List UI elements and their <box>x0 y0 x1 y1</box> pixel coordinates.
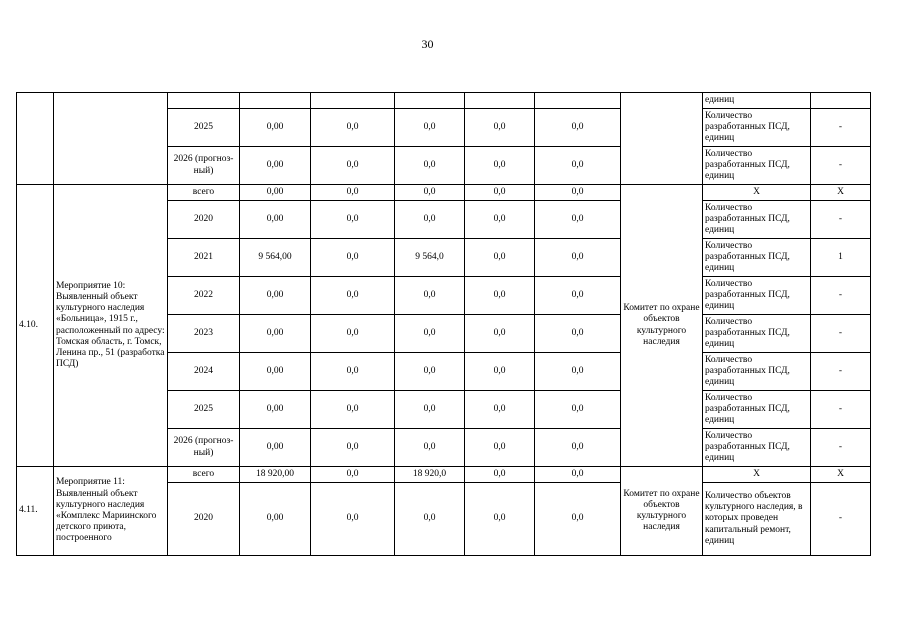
target-cell: - <box>811 201 871 239</box>
value-cell: 0,0 <box>465 483 535 556</box>
value-cell: 0,0 <box>395 483 465 556</box>
value-cell: 0,0 <box>311 109 395 147</box>
measure-number: 4.10. <box>17 185 54 467</box>
value-cell: 0,0 <box>395 277 465 315</box>
value-cell: 0,0 <box>535 353 621 391</box>
value-cell: 0,00 <box>240 391 311 429</box>
year-cell: 2025 <box>168 391 240 429</box>
year-cell: 2025 <box>168 109 240 147</box>
year-cell: 2022 <box>168 277 240 315</box>
value-cell: 18 920,0 <box>395 467 465 483</box>
number-cell <box>17 93 54 185</box>
value-cell: 0,0 <box>311 147 395 185</box>
indicator-cell: Х <box>703 185 811 201</box>
value-cell: 18 920,00 <box>240 467 311 483</box>
value-cell: 0,0 <box>465 147 535 185</box>
year-cell: всего <box>168 185 240 201</box>
value-cell: 0,0 <box>535 315 621 353</box>
value-cell: 0,00 <box>240 201 311 239</box>
value-cell: 0,0 <box>311 353 395 391</box>
indicator-cell: Количество разработанных ПСД, единиц <box>703 109 811 147</box>
value-cell: 0,0 <box>311 467 395 483</box>
year-cell: 2020 <box>168 483 240 556</box>
value-cell: 0,0 <box>395 429 465 467</box>
year-cell: 2021 <box>168 239 240 277</box>
value-cell: 0,00 <box>240 185 311 201</box>
value-cell: 0,0 <box>535 429 621 467</box>
value-cell: 0,0 <box>311 429 395 467</box>
value-cell: 0,0 <box>311 239 395 277</box>
value-cell: 0,0 <box>395 391 465 429</box>
value-cell: 0,0 <box>535 185 621 201</box>
target-cell: - <box>811 277 871 315</box>
indicator-cell: Х <box>703 467 811 483</box>
measure-name: Мероприятие 10: Выявленный объект культурного наследия «Больница», 1915 г., расположенный по адресу: Томская область, г. Томск, Ленина пр., 51 (разработка ПСД) <box>54 185 168 467</box>
indicator-cell: Количество разработанных ПСД, единиц <box>703 239 811 277</box>
value-cell: 0,0 <box>311 315 395 353</box>
value-cell: 0,0 <box>395 147 465 185</box>
name-cell <box>54 93 168 185</box>
value-cell: 0,00 <box>240 147 311 185</box>
value-cell: 0,0 <box>465 185 535 201</box>
value-cell: 0,0 <box>535 467 621 483</box>
target-cell: - <box>811 483 871 556</box>
executor-cell <box>621 93 703 185</box>
value-cell: 0,0 <box>465 239 535 277</box>
value-cell: 0,0 <box>311 277 395 315</box>
indicator-cell: Количество разработанных ПСД, единиц <box>703 353 811 391</box>
value-cell: 0,0 <box>535 239 621 277</box>
target-cell: - <box>811 315 871 353</box>
indicator-cell: Количество объектов культурного наследия, в которых проведен капитальный ремонт, единиц <box>703 483 811 556</box>
value-cell: 0,0 <box>535 201 621 239</box>
indicator-cell: Количество разработанных ПСД, единиц <box>703 391 811 429</box>
year-cell: всего <box>168 467 240 483</box>
year-cell: 2026 (прогноз-ный) <box>168 147 240 185</box>
value-cell: 0,0 <box>311 391 395 429</box>
value-cell: 9 564,0 <box>395 239 465 277</box>
value-cell: 0,0 <box>465 429 535 467</box>
target-cell: - <box>811 429 871 467</box>
target-cell: - <box>811 391 871 429</box>
value-cell: 0,0 <box>465 277 535 315</box>
value-cell: 0,0 <box>535 147 621 185</box>
indicator-cell: Количество разработанных ПСД, единиц <box>703 315 811 353</box>
executor-cell: Комитет по охране объектов культурного наследия <box>621 185 703 467</box>
value-cell: 0,0 <box>535 277 621 315</box>
indicator-cell: Количество разработанных ПСД, единиц <box>703 277 811 315</box>
value-cell: 0,0 <box>311 185 395 201</box>
indicator-cell: единиц <box>703 93 811 109</box>
target-cell: - <box>811 109 871 147</box>
value-cell: 0,0 <box>395 315 465 353</box>
value-cell: 0,0 <box>311 201 395 239</box>
value-cell: 0,00 <box>240 315 311 353</box>
target-cell: 1 <box>811 239 871 277</box>
value-cell: 0,0 <box>395 109 465 147</box>
year-cell: 2020 <box>168 201 240 239</box>
value-cell: 0,0 <box>535 483 621 556</box>
value-cell: 0,0 <box>465 201 535 239</box>
value-cell: 0,0 <box>395 201 465 239</box>
value-cell: 0,0 <box>465 353 535 391</box>
year-cell: 2023 <box>168 315 240 353</box>
indicator-cell: Количество разработанных ПСД, единиц <box>703 147 811 185</box>
measure-number: 4.11. <box>17 467 54 556</box>
table-row <box>17 93 871 109</box>
value-cell: 0,0 <box>311 483 395 556</box>
value-cell: 0,0 <box>465 391 535 429</box>
page-number: 30 <box>421 37 434 51</box>
value-cell: 0,0 <box>465 315 535 353</box>
indicator-cell: Количество разработанных ПСД, единиц <box>703 201 811 239</box>
value-cell: 0,00 <box>240 109 311 147</box>
value-cell: 0,00 <box>240 429 311 467</box>
value-cell: 0,0 <box>465 467 535 483</box>
value-cell: 9 564,00 <box>240 239 311 277</box>
executor-cell: Комитет по охране объектов культурного наследия <box>621 467 703 556</box>
value-cell: 0,0 <box>535 109 621 147</box>
value-cell: 0,0 <box>395 353 465 391</box>
table-row <box>17 467 871 483</box>
year-cell: 2026 (прогноз-ный) <box>168 429 240 467</box>
measure-name: Мероприятие 11: Выявленный объект культурного наследия «Комплекс Мариинского детского приюта, построенного <box>54 467 168 556</box>
value-cell: 0,00 <box>240 483 311 556</box>
value-cell: 0,00 <box>240 353 311 391</box>
program-table <box>16 92 871 556</box>
target-cell: - <box>811 353 871 391</box>
target-cell: Х <box>811 185 871 201</box>
target-cell: Х <box>811 467 871 483</box>
value-cell: 0,0 <box>465 109 535 147</box>
year-cell: 2024 <box>168 353 240 391</box>
value-cell: 0,0 <box>535 391 621 429</box>
target-cell: - <box>811 147 871 185</box>
indicator-cell: Количество разработанных ПСД, единиц <box>703 429 811 467</box>
value-cell: 0,0 <box>395 185 465 201</box>
table-row <box>17 185 871 201</box>
value-cell: 0,00 <box>240 277 311 315</box>
